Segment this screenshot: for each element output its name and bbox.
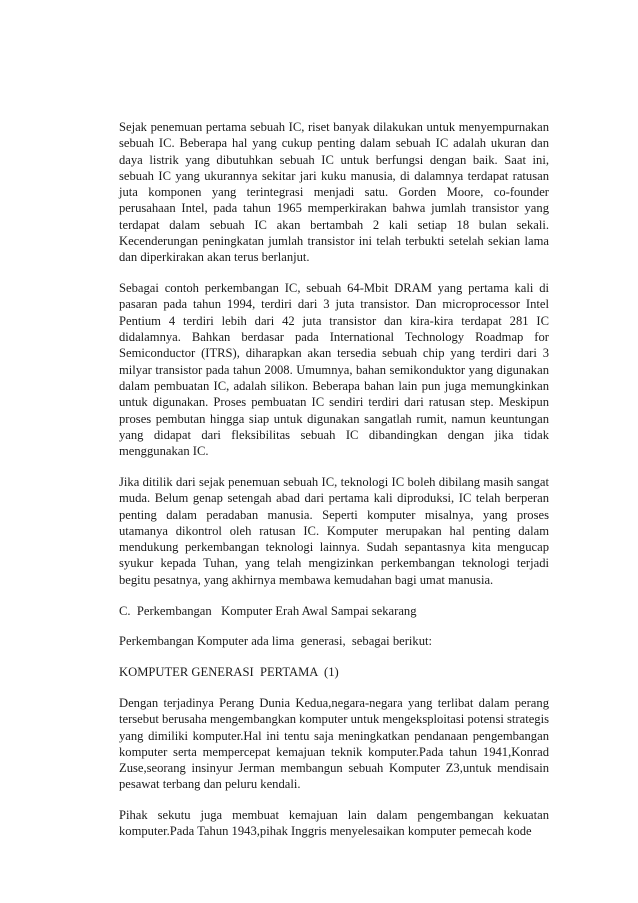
paragraph-ic-history: Jika ditilik dari sejak penemuan sebuah IC, teknologi IC boleh dibilang masih sangat muda. Belum genap setengah abad dari pertama kali diproduksi, IC telah berperan penting dalam peradaban manusia. Seperti komputer misalnya, yang proses utamanya dikontrol oleh ratusan IC. Komputer merupakan hal penting dalam mendukung perkembangan teknologi lainnya. Sudah sepantasnya kita mengucap syukur kepada Tuhan, yang telah mengizinkan perkembangan teknologi terjadi begitu pesatnya, yang akhirnya membawa kemudahan bagi umat manusia. (119, 474, 549, 587)
document-page (119, 119, 549, 854)
paragraph-ic-example: Sebagai contoh perkembangan IC, sebuah 64-Mbit DRAM yang pertama kali di pasaran pada tahun 1994, terdiri dari 3 juta transistor. Dan microprocessor Intel Pentium 4 terdiri lebih dari 42 juta transistor dan kira-kira terdapat 281 IC didalamnya. Bahkan berdasar pada International Technology Roadmap for Semiconductor (ITRS), diharapkan akan tersedia sebuah chip yang terdiri dari 3 milyar transistor pada tahun 2008. Umumnya, bahan semikonduktor yang digunakan dalam pembuatan IC, adalah silikon. Beberapa bahan lain pun juga memungkinkan untuk digunakan. Proses pembuatan IC sendiri terdiri dari ratusan step. Meskipun proses pembutan hingga siap untuk digunakan sangatlah rumit, namun keuntungan yang didapat dari fleksibilitas sebuah IC dibandingkan dengan jika tidak menggunakan IC. (119, 281, 549, 459)
paragraph-ic-intro: Sejak penemuan pertama sebuah IC, riset banyak dilakukan untuk menyempurnakan sebuah IC. Beberapa hal yang cukup penting dalam sebuah IC adalah ukuran dan daya listrik yang dibutuhkan sebuah IC untuk berfungsi dengan baik. Saat ini, sebuah IC yang ukurannya sekitar jari kuku manusia, di dalamnya terdapat ratusan juta komponen yang terintegrasi menjadi satu. Gorden Moore, co-founder perusahaan Intel, pada tahun 1965 memperkirakan bahwa jumlah transistor yang terdapat dalam sebuah IC akan bertambah 2 kali setiap 18 bulan sekali. Kecenderungan peningkatan jumlah transistor ini telah terbukti setelah sekian lama dan diperkirakan akan terus berlanjut. (119, 120, 549, 265)
generation-one-heading: KOMPUTER GENERASI PERTAMA (1) (119, 665, 339, 680)
five-generations-line: Perkembangan Komputer ada lima generasi, sebagai berikut: (119, 634, 432, 649)
paragraph-allies: Pihak sekutu juga membuat kemajuan lain dalam pengembangan kekuatan komputer.Pada Tahun 1943,pihak Inggris menyelesaikan komputer pemecah kode (119, 808, 549, 839)
paragraph-world-war: Dengan terjadinya Perang Dunia Kedua,negara-negara yang terlibat dalam perang tersebut berusaha mengembangkan komputer untuk mengeksploitasi potensi strategis yang dimiliki komputer.Hal ini tentu saja meningkatkan pendanaan pengembangan komputer serta mempercepat kemajuan teknik komputer.Pada tahun 1941,Konrad Zuse,seorang insinyur Jerman membangun sebuah Komputer Z3,untuk mendisain pesawat terbang dan peluru kendali. (119, 695, 549, 792)
section-heading-c: C. Perkembangan Komputer Erah Awal Sampai sekarang (119, 603, 417, 618)
